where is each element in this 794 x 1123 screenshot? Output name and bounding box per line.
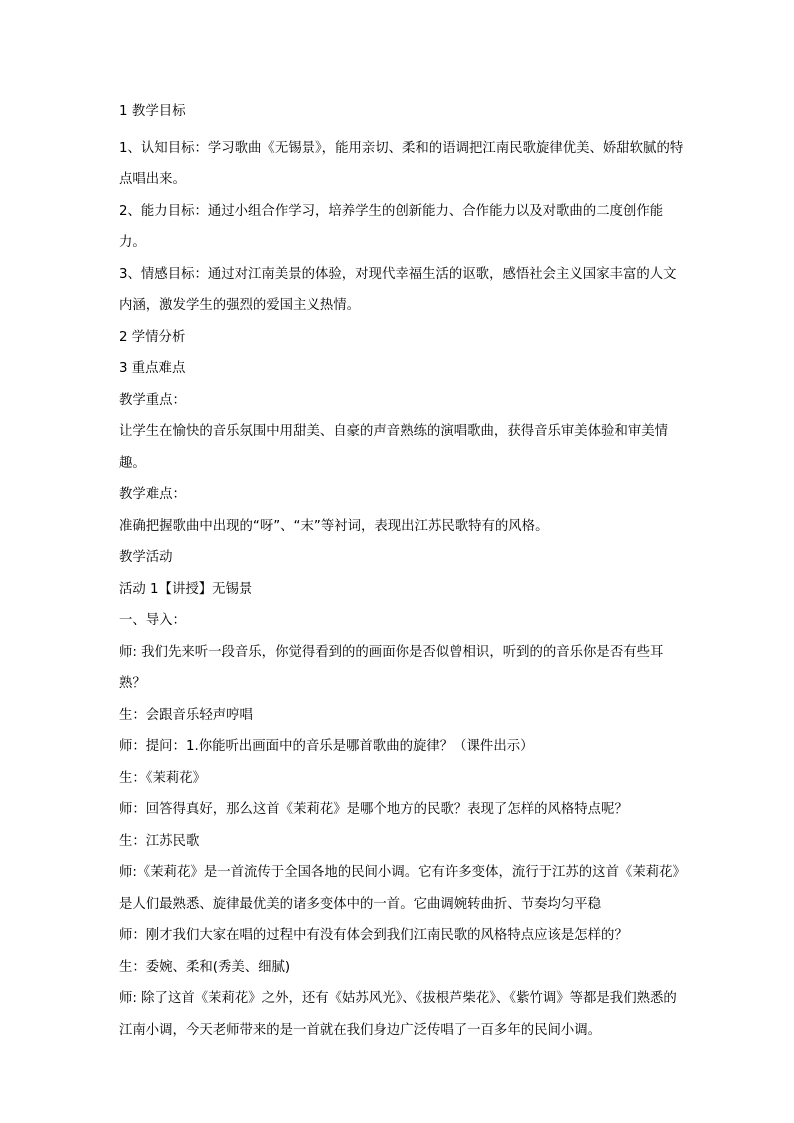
section-heading-analysis: 2 学情分析	[119, 329, 186, 345]
paragraph-cognitive-objective: 1、认知目标：学习歌曲《无锡景》，能用亲切、柔和的语调把江南民歌旋律优美、娇甜软腻的特点唱出来。	[119, 140, 684, 187]
dialogue-line: 师：回答得真好，那么这首《茉莉花》是哪个地方的民歌？表现了怎样的风格特点呢？	[119, 802, 628, 817]
paragraph-ability-objective: 2、能力目标：通过小组合作学习，培养学生的创新能力、合作能力以及对歌曲的二度创作能力。	[119, 203, 664, 250]
dialogue-line: 师:《茉莉花》是一首流传于全国各地的民间小调。它有许多变体，流行于江苏的这首《茉莉花》是人们最熟悉、旋律最优美的诸多变体中的一首。它曲调婉转曲折、节奏均匀平稳	[119, 865, 680, 912]
dialogue-line: 师: 除了这首《茉莉花》之外，还有《姑苏风光》、《拔根芦柴花》、《紫竹调》等都是我们熟悉的江南小调，今天老师带来的是一首就在我们身边广泛传唱了一百多年的民间小调。	[119, 991, 677, 1038]
activity-title: 活动 1【讲授】无锡景	[119, 581, 253, 597]
dialogue-line: 生：会跟音乐轻声哼唱	[119, 707, 253, 723]
document-body	[119, 101, 685, 1046]
subsection-introduction: 一、导入：	[119, 613, 186, 628]
dialogue-line: 师：刚才我们大家在唱的过程中有没有体会到我们江南民歌的风格特点应该是怎样的？	[119, 928, 628, 943]
paragraph-teaching-focus: 让学生在愉快的音乐氛围中用甜美、自豪的声音熟练的演唱歌曲，获得音乐审美体验和审美情趣。	[119, 424, 669, 471]
dialogue-line: 生：《茉莉花》	[119, 770, 207, 786]
dialogue-line: 师：提问：1.你能听出画面中的音乐是哪首歌曲的旋律？（课件出示）	[119, 739, 534, 754]
dialogue-line: 师: 我们先来听一段音乐，你觉得看到的的画面你是否似曾相识，听到的的音乐你是否有些耳熟？	[119, 644, 664, 691]
label-teaching-focus: 教学重点：	[119, 392, 186, 408]
section-heading-activities: 教学活动	[119, 550, 173, 565]
section-heading-objectives: 1 教学目标	[119, 104, 186, 119]
paragraph-emotional-objective: 3、情感目标：通过对江南美景的体验，对现代幸福生活的讴歌，感悟社会主义国家丰富的人文内涵，激发学生的强烈的爱国主义热情。	[119, 266, 677, 313]
label-teaching-difficulty: 教学难点：	[119, 487, 186, 502]
paragraph-teaching-difficulty: 准确把握歌曲中出现的“呀”、“末”等衬词，表现出江苏民歌特有的风格。	[119, 518, 549, 534]
section-heading-key-points: 3 重点难点	[119, 361, 186, 376]
dialogue-line: 生：江苏民歌	[119, 833, 200, 849]
dialogue-line: 生：委婉、柔和(秀美、细腻)	[119, 959, 291, 975]
